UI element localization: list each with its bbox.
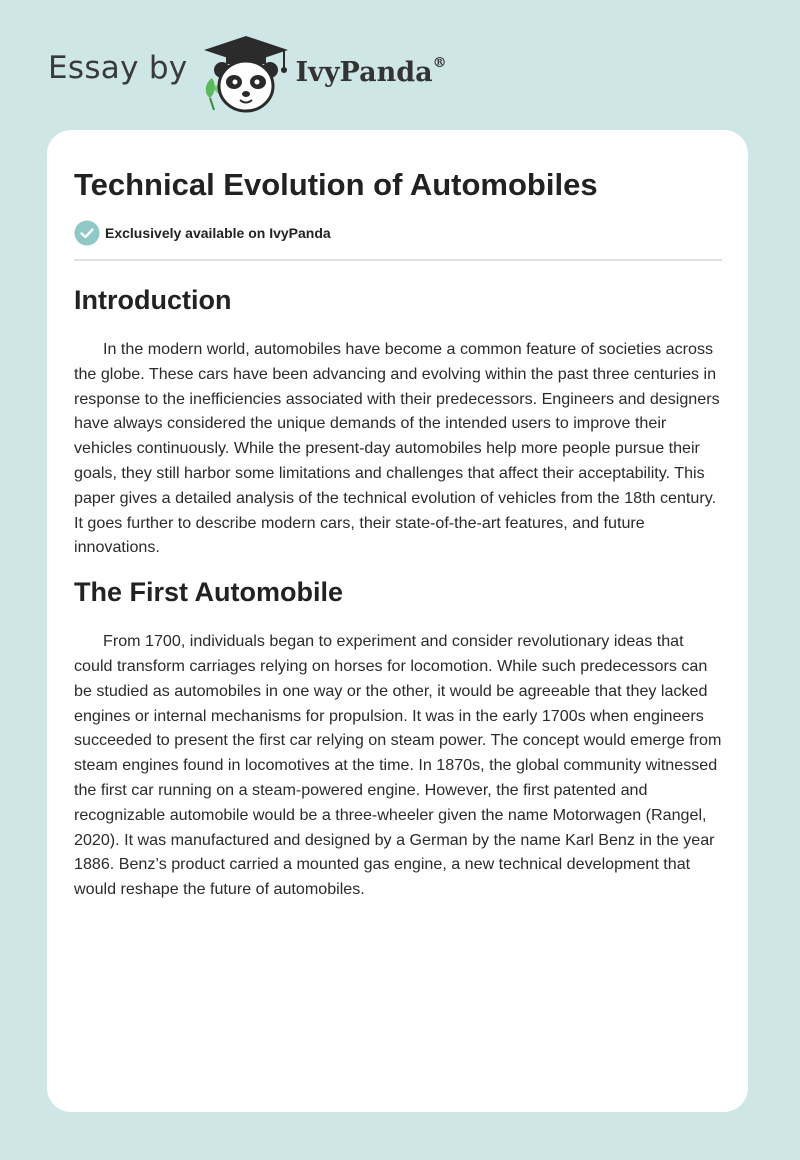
registered-mark: ® xyxy=(432,54,447,71)
essay-card xyxy=(47,130,748,1112)
panda-logo-icon[interactable] xyxy=(200,34,292,114)
exclusive-badge xyxy=(74,220,722,246)
divider xyxy=(74,259,722,261)
site-header xyxy=(48,34,447,114)
page-title: Technical Evolution of Automobiles xyxy=(74,167,598,202)
section-heading-introduction: Introduction xyxy=(74,285,232,315)
essay-by-label: Essay by xyxy=(48,50,188,86)
section-paragraph-first-automobile: From 1700, individuals began to experiment and consider revolutionary ideas that could transform carriages relying on horses for locomotion. While such predecessors can be studied as automobiles in one way or the other, it would be agreeable that they lacked engines or internal mechanisms for propulsion. It was in the early 1700s when engineers succeeded to present the first car relying on steam power. The concept would emerge from steam engines found in locomotives at the time. In 1870s, the global community witnessed the first car running on a steam-powered engine. However, the first patented and recognizable automobile would be a three-wheeler given the name Motorwagen (Rangel, 2020). It was manufactured and designed by a German by the name Karl Benz in the year 1886. Benz’s product carried a mounted gas engine, a new technical development that would reshape the future of automobiles. xyxy=(74,632,722,899)
brand-name[interactable]: IvyPanda® xyxy=(295,54,447,88)
exclusive-badge-text: Exclusively available on IvyPanda xyxy=(105,225,331,241)
check-circle-icon xyxy=(74,220,100,246)
section-heading-first-automobile: The First Automobile xyxy=(74,577,343,608)
leaf-icon xyxy=(205,78,214,98)
section-paragraph-introduction: In the modern world, automobiles have become a common feature of societies across the globe. These cars have been advancing and evolving within the past three centuries in response to the inefficiencies associated with their predecessors. Engineers and designers have always considered the unique demands of the intended users to improve their vehicles continuously. While the present-day automobiles help more people pursue their goals, they still harbor some limitations and challenges that affect their acceptability. This paper gives a detailed analysis of the technical evolution of vehicles from the 18th century. It goes further to describe modern cars, their state-of-the-art features, and future innovations. xyxy=(74,340,720,557)
